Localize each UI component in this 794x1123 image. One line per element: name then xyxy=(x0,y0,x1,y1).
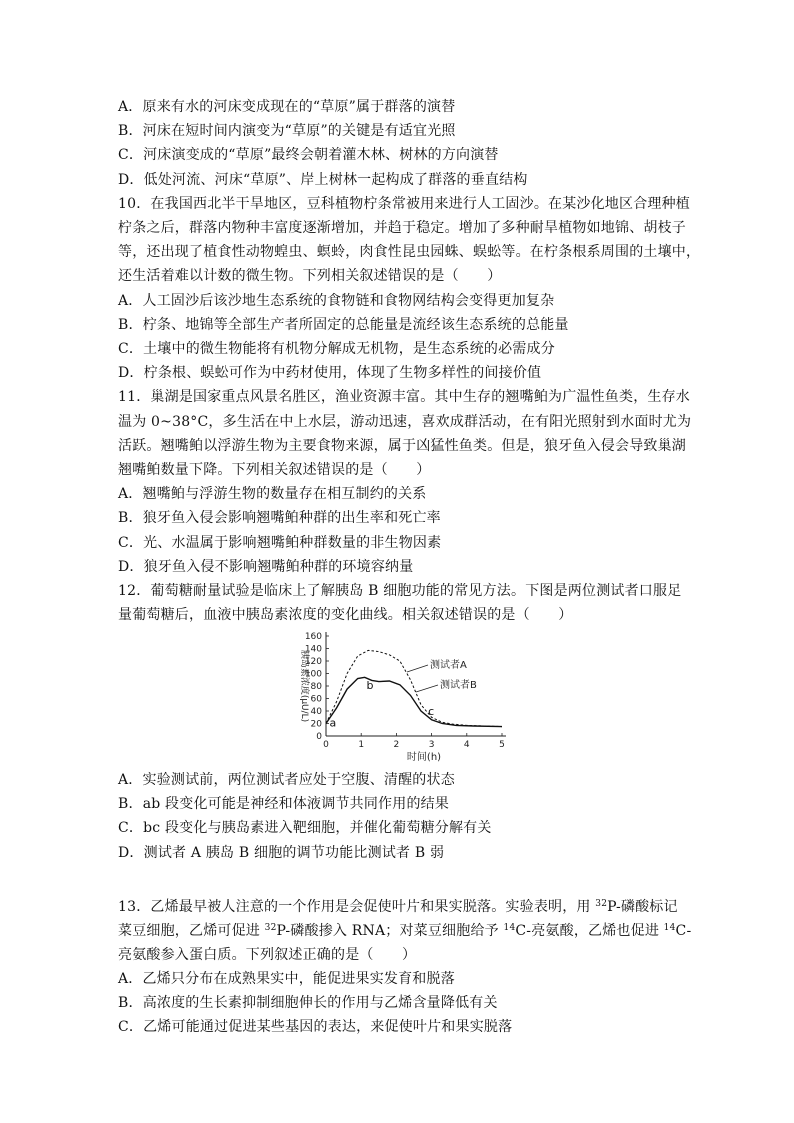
text-line: 翘嘴鲌数量下降。下列相关叙述错误的是（ ） xyxy=(118,462,431,478)
text-line: C．河床演变成的“草原”最终会朝着灌木林、树林的方向演替 xyxy=(118,147,499,164)
text-line: 温为 0~38°C，多生活在中上水层，游动迅速，喜欢成群活动，在有阳光照射到水面时尤为 xyxy=(118,413,692,430)
text-line: A．原来有水的河床变成现在的“草原”属于群落的演替 xyxy=(118,99,456,115)
x-tick-label: 5 xyxy=(499,740,505,750)
text-line: C．土壤中的微生物能将有机物分解成无机物，是生态系统的必需成分 xyxy=(118,341,555,357)
q12-option: D．测试者 A 胰岛 B 细胞的调节功能比测试者 B 弱 xyxy=(118,844,445,861)
y-tick-label: 60 xyxy=(310,694,322,705)
y-tick-label: 100 xyxy=(304,669,322,680)
legend-leader-a xyxy=(407,665,428,672)
legend-leader-b xyxy=(416,685,438,692)
text-line: 10．在我国西北半干旱地区，豆科植物柠条常被用来进行人工固沙。在某沙化地区合理种植 xyxy=(118,195,691,212)
q13-line-2: 菜豆细胞，乙烯可促进 $^{32}$P-磷酸掺入 RNA；对菜豆细胞给予 $^{14}$C-亮氨酸，乙烯也促进 $^{14}$C- xyxy=(118,923,692,939)
text-line: 还生活着难以计数的微生物。下列相关叙述错误的是（ ） xyxy=(118,268,502,285)
text-line: D．狼牙鱼入侵不影响翘嘴鲌种群的环境容纳量 xyxy=(118,558,414,575)
q13-option-a: A．乙烯只分布在成熟果实中，能促进果实发育和脱落 xyxy=(118,971,455,987)
q13-option-b: B．高浓度的生长素抑制细胞伸长的作用与乙烯含量降低有关 xyxy=(118,995,498,1011)
text-line: D．低处河流、河床“草原”、岸上树林一起构成了群落的垂直结构 xyxy=(118,171,528,188)
text-line: A．翘嘴鲌与浮游生物的数量存在相互制约的关系 xyxy=(118,486,427,503)
y-tick-label: 80 xyxy=(310,682,322,692)
text-line: 柠条之后，群落内物种丰富度逐渐增加，并趋于稳定。增加了多种耐旱植物如地锦、胡枝子 xyxy=(118,220,686,236)
x-axis-label: 时间(h) xyxy=(406,752,442,763)
x-tick-label: 3 xyxy=(428,740,435,750)
q12-option: A．实验测试前，两位测试者应处于空腹、清醒的状态 xyxy=(118,772,455,788)
text-line: 12．葡萄糖耐量试验是临床上了解胰岛 B 细胞功能的常见方法。下图是两位测试者口服足 xyxy=(118,583,682,599)
q12-option: C．bc 段变化与胰岛素进入靶细胞，并催化葡萄糖分解有关 xyxy=(118,820,492,837)
point-label: c xyxy=(428,705,435,718)
y-tick-label: 120 xyxy=(304,657,322,667)
text-line: C．光、水温属于影响翘嘴鲌种群数量的非生物因素 xyxy=(118,534,442,551)
q12-option: B．ab 段变化可能是神经和体液调节共同作用的结果 xyxy=(118,796,450,813)
x-tick-label: 2 xyxy=(393,740,400,750)
legend-label-b: 测试者B xyxy=(440,680,477,691)
legend-label-a: 测试者A xyxy=(430,660,467,671)
y-tick-label: 20 xyxy=(310,719,322,730)
y-tick-label: 0 xyxy=(316,732,322,742)
text-line: A．人工固沙后该沙地生态系统的食物链和食物网结构会变得更加复杂 xyxy=(118,292,555,309)
point-label: b xyxy=(366,678,374,692)
text-line: 等，还出现了植食性动物蝗虫、螟蛉，肉食性昆虫园蛛、蜈蚣等。在柠条根系周围的土壤中， xyxy=(118,244,701,261)
y-tick-label: 140 xyxy=(304,644,322,655)
y-tick-label: 160 xyxy=(304,632,322,642)
y-axis-label: 胰岛素浓度(μU/L) xyxy=(299,649,309,723)
text-line: 11．巢湖是国家重点风景名胜区，渔业资源丰富。其中生存的翘嘴鲌为广温性鱼类，生存水 xyxy=(118,389,691,406)
text-line: 量葡萄糖后，血液中胰岛素浓度的变化曲线。相关叙述错误的是（ ） xyxy=(118,607,573,624)
text-line: D．柠条根、蜈蚣可作为中药材使用，体现了生物多样性的间接价值 xyxy=(118,365,542,382)
q13-option-c: C．乙烯可能通过促进某些基因的表达，来促使叶片和果实脱落 xyxy=(118,1019,513,1035)
x-tick-label: 0 xyxy=(323,740,329,750)
q13-line-1: 13．乙烯最早被人注意的一个作用是会促使叶片和果实脱落。实验表明，用 $^{32}$P-磷酸标记 xyxy=(118,899,678,915)
text-line: B．狼牙鱼入侵会影响翘嘴鲌种群的出生率和死亡率 xyxy=(118,510,441,527)
text-line: B．河床在短时间内演变为“草原”的关键是有适宜光照 xyxy=(118,123,456,140)
insulin-chart xyxy=(280,628,520,768)
x-tick-label: 1 xyxy=(358,740,365,750)
y-tick-label: 40 xyxy=(310,707,322,717)
q13-line-3: 亮氨酸参入蛋白质。下列叙述正确的是（ ） xyxy=(118,947,417,963)
text-line: B．柠条、地锦等全部生产者所固定的总能量是流经该生态系统的总能量 xyxy=(118,316,569,333)
x-tick-label: 4 xyxy=(463,740,470,750)
text-line: 活跃。翘嘴鲌以浮游生物为主要食物来源，属于凶猛性鱼类。但是，狼牙鱼入侵会导致巢湖 xyxy=(118,437,686,454)
point-label: a xyxy=(329,716,337,730)
